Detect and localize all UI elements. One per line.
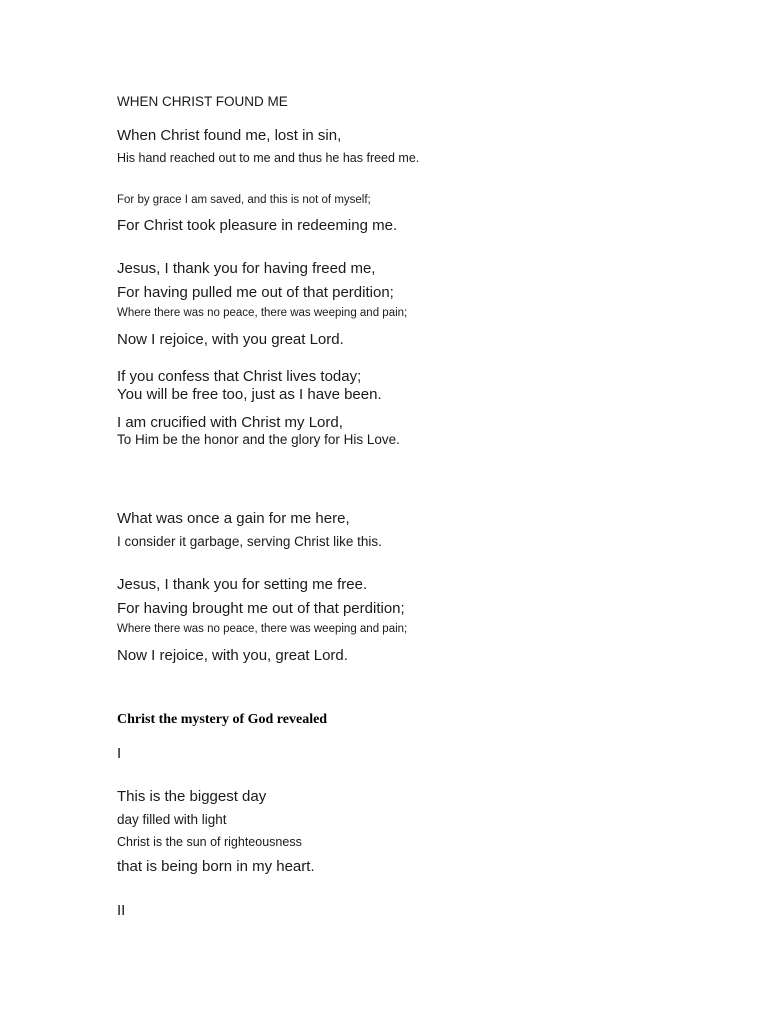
poem-line: You will be free too, just as I have been. <box>117 386 382 403</box>
poem-line: When Christ found me, lost in sin, <box>117 127 342 144</box>
poem-line: For Christ took pleasure in redeeming me. <box>117 217 398 234</box>
section-number: II <box>117 902 126 919</box>
poem-line: His hand reached out to me and thus he has freed me. <box>117 151 420 165</box>
poem-line: For having brought me out of that perdition; <box>117 600 405 617</box>
poem-line: For by grace I am saved, and this is not of myself; <box>117 194 371 206</box>
poem-title: Christ the mystery of God revealed <box>117 712 328 727</box>
poem-line: Jesus, I thank you for setting me free. <box>117 576 368 593</box>
poem-title: WHEN CHRIST FOUND ME <box>117 94 288 109</box>
poem-line: To Him be the honor and the glory for His Love. <box>117 432 400 447</box>
poem-line: I consider it garbage, serving Christ like this. <box>117 534 382 549</box>
poem-line: Where there was no peace, there was weeping and pain; <box>117 623 408 635</box>
poem-line: day filled with light <box>117 812 227 827</box>
poem-line: For having pulled me out of that perdition; <box>117 284 394 301</box>
poem-line: Now I rejoice, with you great Lord. <box>117 331 344 348</box>
poem-line: Now I rejoice, with you, great Lord. <box>117 647 348 664</box>
poem-line: If you confess that Christ lives today; <box>117 368 362 385</box>
section-number: I <box>117 745 122 762</box>
poem-line: Where there was no peace, there was weeping and pain; <box>117 307 408 319</box>
poem-line: This is the biggest day <box>117 788 267 805</box>
poem-line: that is being born in my heart. <box>117 858 315 875</box>
poem-line: Christ is the sun of righteousness <box>117 835 302 849</box>
poem-line: What was once a gain for me here, <box>117 510 350 527</box>
poem-line: Jesus, I thank you for having freed me, <box>117 260 376 277</box>
poem-line: I am crucified with Christ my Lord, <box>117 414 343 431</box>
